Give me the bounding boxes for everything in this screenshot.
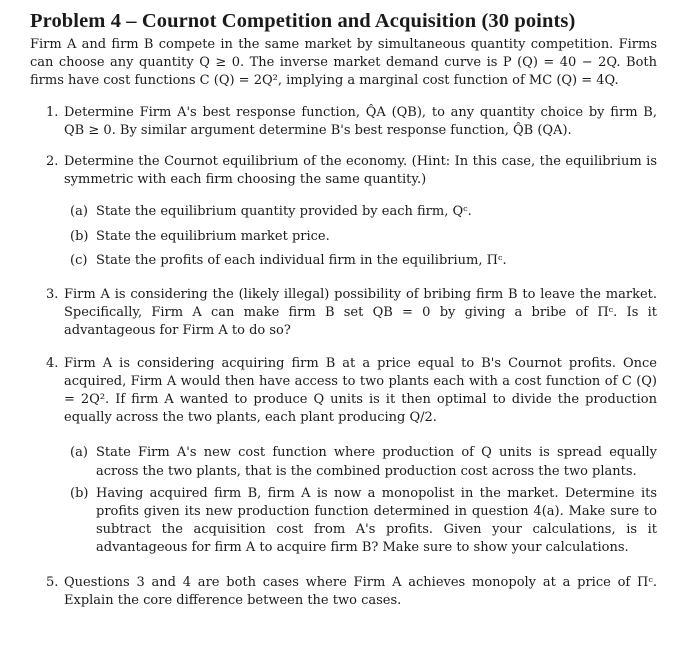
part-text: Having acquired firm B, firm A is now a monopolist in the market. Determine its profits given its new production function determined in question 4(a). Make sure to subtract the acquisition cost from A's profits. Given your calculations, is it advantageous for firm A to acquire firm B? Make sure to show your calculations. [96,485,657,556]
problem-intro: Firm A and firm B compete in the same market by simultaneous quantity competition. Firms can choose any quantity Q ≥ 0. The inverse market demand curve is P (Q) = 40 − 2Q. Both firms have cost functions C (Q) = 2Q², implying a marginal cost function of MC (Q) = 4Q. [30,37,657,89]
part-label: (b) [70,228,89,244]
question-5 [30,574,657,610]
problem-title: Problem 4 – Cournot Competition and Acquisition (30 points) [30,10,576,32]
part-text: State the equilibrium market price. [96,228,330,244]
question-text: Determine Firm A's best response function, Q̂A (QB), to any quantity choice by firm B, QB ≥ 0. By similar argument determine B's best response function, Q̂B (QA). [64,104,657,138]
question-number: 1. [46,104,59,120]
part-label: (c) [70,252,88,268]
question-text: Determine the Cournot equilibrium of the economy. (Hint: In this case, the equilibrium is symmetric with each firm choosing the same quantity.) [64,154,657,188]
part-text: State the equilibrium quantity provided by each firm, Qᶜ. [96,204,472,220]
question-text: Firm A is considering acquiring firm B at a price equal to B's Cournot profits. Once acquired, Firm A would then have access to two plants each with a cost function of C (Q) = 2Q². If firm A wanted to produce Q units is it then optimal to divide the production equally across the two plants, each plant producing Q/2. [64,355,657,426]
question-1 [30,104,657,140]
question-4b [30,485,657,558]
question-number: 3. [46,287,59,303]
question-number: 4. [46,355,59,371]
part-label: (a) [70,204,88,220]
part-text: State Firm A's new cost function where production of Q units is spread equally across the two plants, that is the combined production cost across the two plants. [96,445,657,479]
question-2a [30,203,657,221]
question-4 [30,355,657,428]
question-text: Questions 3 and 4 are both cases where Firm A achieves monopoly at a price of Πᶜ. Explain the core difference between the two cases. [64,574,657,608]
part-text: State the profits of each individual firm in the equilibrium, Πᶜ. [96,252,507,268]
question-list [30,104,657,610]
question-number: 5. [46,574,59,590]
question-3 [30,286,657,341]
question-text: Firm A is considering the (likely illegal) possibility of bribing firm B to leave the market. Specifically, Firm A can make firm B set QB = 0 by giving a bribe of Πᶜ. Is it advantageous for Firm A to do so? [64,287,657,339]
question-2c [30,252,657,270]
question-number: 2. [46,154,59,170]
part-label: (a) [70,445,88,461]
part-label: (b) [70,485,89,501]
question-2 [30,153,657,189]
question-2b [30,228,657,246]
question-4a [30,444,657,480]
